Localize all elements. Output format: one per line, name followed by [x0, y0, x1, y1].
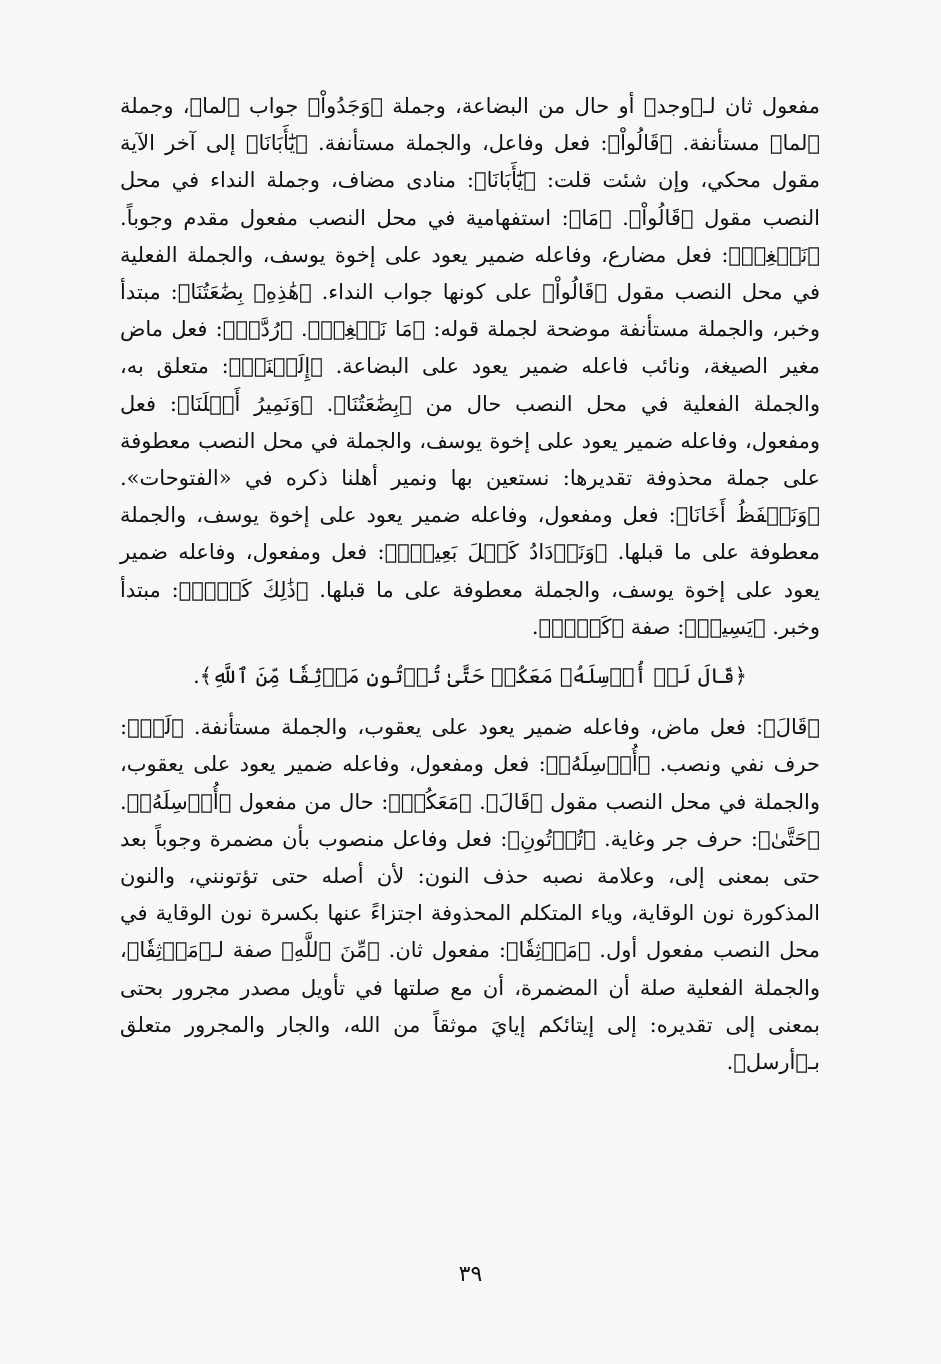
- body-paragraph-2: ﴿قَالَ﴾: فعل ماض، وفاعله ضمير يعود على يعقوب، والجملة مستأنفة. ﴿لَنۡ﴾: حرف نفي ونصب. ﴿أُرۡسِلَهُۥ﴾: فعل ومفعول، وفاعله ضمير يعود على يعقوب، والجملة في محل النصب مقول ﴿قَالَ﴾. ﴿مَعَكُمۡ﴾: حال من مفعول ﴿أُرۡسِلَهُۥ﴾. ﴿حَتَّىٰ﴾: حرف جر وغاية. ﴿تُؤۡتُونِ﴾: فعل وفاعل منصوب بأن مضمرة وجوباً بعد حتى بمعنى إلى، وعلامة نصبه حذف النون: لأن أصله حتى تؤتونني، والنون المذكورة نون الوقاية، وياء المتكلم المحذوفة اجتزاءً عنها بكسرة نون الوقاية في محل النصب مفعول أول. ﴿مَوۡثِقٗا﴾: مفعول ثان. ﴿مِّنَ ٱللَّهِ﴾ صفة لـ﴿مَوۡثِقٗا﴾، والجملة الفعلية صلة أن المضمرة، أن مع صلتها في تأويل مصدر مجرور بحتى بمعنى إلى تقديره: إلى إيتائكم إيايَ موثقاً من الله، والجار والمجرور متعلق بـ﴿أرسل﴾.: [120, 715, 820, 1075]
- body-paragraph-1: مفعول ثان لـ﴿وجد﴾ أو حال من البضاعة، وجملة ﴿وَجَدُواْ﴾ جواب ﴿لما﴾، وجملة ﴿لما﴾ مستأنفة. ﴿قَالُواْ﴾: فعل وفاعل، والجملة مستأنفة. ﴿يَٰٓأَبَانَا﴾ إلى آخر الآية مقول محكي، وإن شئت قلت: ﴿يَٰٓأَبَانَا﴾: منادى مضاف، وجملة النداء في محل النصب مقول ﴿قَالُواْ﴾. ﴿مَا﴾: استفهامية في محل النصب مفعول مقدم وجوباً. ﴿نَبۡغِيۖ﴾: فعل مضارع، وفاعله ضمير يعود على إخوة يوسف، والجملة الفعلية في محل النصب مقول ﴿قَالُواْ﴾ على كونها جواب النداء. ﴿هَٰذِهِۦ بِضَٰعَتُنَا﴾: مبتدأ وخبر، والجملة مستأنفة موضحة لجملة قوله: ﴿مَا نَبۡغِيۖ﴾. ﴿رُدَّتۡ﴾: فعل ماض مغير الصيغة، ونائب فاعله ضمير يعود على البضاعة. ﴿إِلَيۡنَاۖ﴾: متعلق به، والجملة الفعلية في محل النصب حال من ﴿بِضَٰعَتُنَا﴾. ﴿وَنَمِيرُ أَهۡلَنَا﴾: فعل ومفعول، وفاعله ضمير يعود على إخوة يوسف، والجملة في محل النصب معطوفة على جملة محذوفة تقديرها: نستعين بها ونمير أهلنا ذكره في «الفتوحات». ﴿وَنَحۡفَظُ أَخَانَا﴾: فعل ومفعول، وفاعله ضمير يعود على إخوة يوسف، والجملة معطوفة على ما قبلها. ﴿وَنَزۡدَادُ كَيۡلَ بَعِيرٖۖ﴾: فعل ومفعول، وفاعله ضمير يعود على إخوة يوسف، والجملة معطوفة على ما قبلها. ﴿ذَٰلِكَ كَيۡلٞ﴾: مبتدأ وخبر. ﴿يَسِيرٞ﴾: صفة ﴿كَيۡلٞ﴾.: [120, 94, 820, 639]
- quran-verse: ﴿قَالَ لَنۡ أُرۡسِلَهُۥ مَعَكُمۡ حَتَّىٰ تُؤۡتُونِ مَوۡثِقٗا مِّنَ ٱللَّهِ﴾.: [193, 664, 747, 689]
- page-number: ٣٩: [458, 1262, 483, 1287]
- document-page: [120, 88, 820, 1268]
